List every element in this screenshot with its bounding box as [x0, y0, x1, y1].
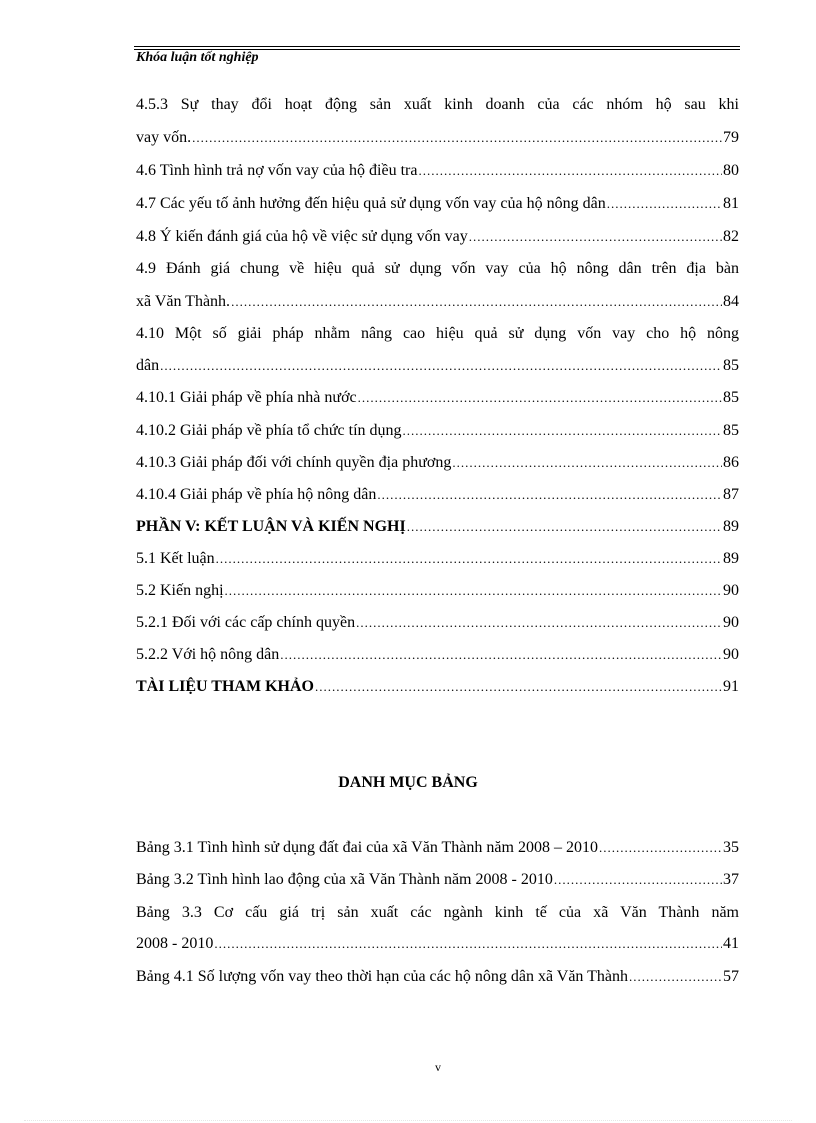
table-entry-label: Bảng 4.1 Số lượng vốn vay theo thời hạn của các hộ nông dân xã Văn Thành: [136, 968, 629, 985]
table-page-number: 37: [723, 871, 739, 888]
dot-leader: [280, 645, 722, 665]
toc-entry-4-7: [136, 194, 739, 214]
toc-page-number: 89: [723, 518, 739, 535]
dot-leader: [607, 194, 722, 214]
dot-leader: [554, 870, 722, 890]
dot-leader: [469, 227, 722, 247]
dot-leader: [599, 838, 722, 858]
dot-leader: [629, 967, 722, 987]
toc-entry-4-10-line1: 4.10 Một số giải pháp nhằm nâng cao hiệu quả sử dụng vốn vay cho hộ nông: [136, 325, 739, 342]
dot-leader: [418, 161, 722, 181]
table-page-number: 57: [723, 968, 739, 985]
toc-page-number: 81: [723, 195, 739, 212]
page-bottom-edge: [24, 1120, 792, 1121]
table-entry-4-1: [136, 967, 739, 987]
table-entry-label: 2008 - 2010: [136, 935, 214, 952]
toc-entry-label: 4.7 Các yếu tố ảnh hưởng đến hiệu quả sử dụng vốn vay của hộ nông dân: [136, 195, 606, 212]
toc-entry-label: 4.10.3 Giải pháp đối với chính quyền địa phương: [136, 454, 452, 471]
dot-leader: [452, 453, 722, 473]
toc-page-number: 82: [723, 228, 739, 245]
table-entry-3-3: [136, 934, 739, 954]
toc-entry-4-9-line1: 4.9 Đánh giá chung về hiệu quả sử dụng vốn vay của hộ nông dân trên địa bàn: [136, 260, 739, 277]
toc-page-number: 91: [723, 678, 739, 695]
toc-entry-label: TÀI LIỆU THAM KHẢO: [136, 678, 314, 695]
dot-leader: [407, 517, 722, 537]
toc-entry-label: dân: [136, 357, 160, 374]
toc-entry-label: xã Văn Thành.: [136, 293, 231, 310]
toc-entry-4-10-4: [136, 485, 739, 505]
list-of-tables-heading: DANH MỤC BẢNG: [338, 774, 478, 791]
page-number: v: [435, 1060, 441, 1074]
dot-leader: [225, 581, 722, 601]
dot-leader: [231, 292, 722, 312]
toc-entry-4-10: [136, 356, 739, 376]
toc-page-number: 86: [723, 454, 739, 471]
toc-entry-4-6: [136, 161, 739, 181]
dot-leader: [214, 934, 722, 954]
toc-entry-label: 4.10.1 Giải pháp về phía nhà nước: [136, 389, 357, 406]
toc-page-number: 87: [723, 486, 739, 503]
toc-page-number: 89: [723, 550, 739, 567]
toc-entry-4-10-3: [136, 453, 739, 473]
toc-entry-5-2: [136, 581, 739, 601]
table-entry-3-3-line1: Bảng 3.3 Cơ cấu giá trị sản xuất các ngành kinh tế của xã Văn Thành năm: [136, 904, 739, 921]
dot-leader: [192, 128, 722, 148]
header-rule-top: [134, 46, 740, 47]
dot-leader: [377, 485, 722, 505]
toc-page-number: 85: [723, 422, 739, 439]
toc-entry-4-10-2: [136, 421, 739, 441]
toc-entry-label: 4.8 Ý kiến đánh giá của hộ về việc sử dụng vốn vay: [136, 228, 468, 245]
toc-entry-label: 5.1 Kết luận: [136, 550, 215, 567]
toc-page-number: 79: [723, 129, 739, 146]
toc-entry-label: 4.10.4 Giải pháp về phía hộ nông dân: [136, 486, 377, 503]
toc-entry-label: 5.2.1 Đối với các cấp chính quyền: [136, 614, 356, 631]
toc-entry-label: vay vốn.: [136, 129, 192, 146]
toc-entry-part-5: [136, 517, 739, 537]
dot-leader: [356, 613, 722, 633]
toc-entry-references: [136, 677, 739, 697]
dot-leader: [315, 677, 722, 697]
dot-leader: [358, 388, 722, 408]
toc-entry-4-10-1: [136, 388, 739, 408]
toc-entry-label: 5.2.2 Với hộ nông dân: [136, 646, 280, 663]
toc-entry-label: 5.2 Kiến nghị: [136, 582, 224, 599]
table-page-number: 35: [723, 839, 739, 856]
toc-page-number: 90: [723, 646, 739, 663]
table-entry-label: Bảng 3.1 Tình hình sử dụng đất đai của xã Văn Thành năm 2008 – 2010: [136, 839, 598, 856]
toc-page-number: 84: [723, 293, 739, 310]
table-entry-3-1: [136, 838, 739, 858]
toc-entry-4-8: [136, 227, 739, 247]
dot-leader: [160, 356, 722, 376]
table-page-number: 41: [723, 935, 739, 952]
toc-entry-label: PHẦN V: KẾT LUẬN VÀ KIẾN NGHỊ: [136, 518, 406, 535]
toc-page-number: 90: [723, 614, 739, 631]
toc-page-number: 90: [723, 582, 739, 599]
toc-page-number: 80: [723, 162, 739, 179]
toc-entry-label: 4.10.2 Giải pháp về phía tổ chức tín dụng: [136, 422, 402, 439]
toc-page-number: 85: [723, 357, 739, 374]
toc-entry-5-2-2: [136, 645, 739, 665]
toc-entry-4-9: [136, 292, 739, 312]
table-entry-3-2: [136, 870, 739, 890]
toc-entry-4-5-3-line1: 4.5.3 Sự thay đổi hoạt động sản xuất kinh doanh của các nhóm hộ sau khi: [136, 96, 739, 113]
toc-entry-5-1: [136, 549, 739, 569]
toc-page-number: 85: [723, 389, 739, 406]
table-entry-label: Bảng 3.2 Tình hình lao động của xã Văn Thành năm 2008 - 2010: [136, 871, 553, 888]
toc-entry-5-2-1: [136, 613, 739, 633]
toc-entry-4-5-3: [136, 128, 739, 148]
dot-leader: [216, 549, 722, 569]
header-title: Khóa luận tốt nghiệp: [136, 50, 259, 65]
dot-leader: [403, 421, 722, 441]
toc-entry-label: 4.6 Tình hình trả nợ vốn vay của hộ điều tra: [136, 162, 418, 179]
